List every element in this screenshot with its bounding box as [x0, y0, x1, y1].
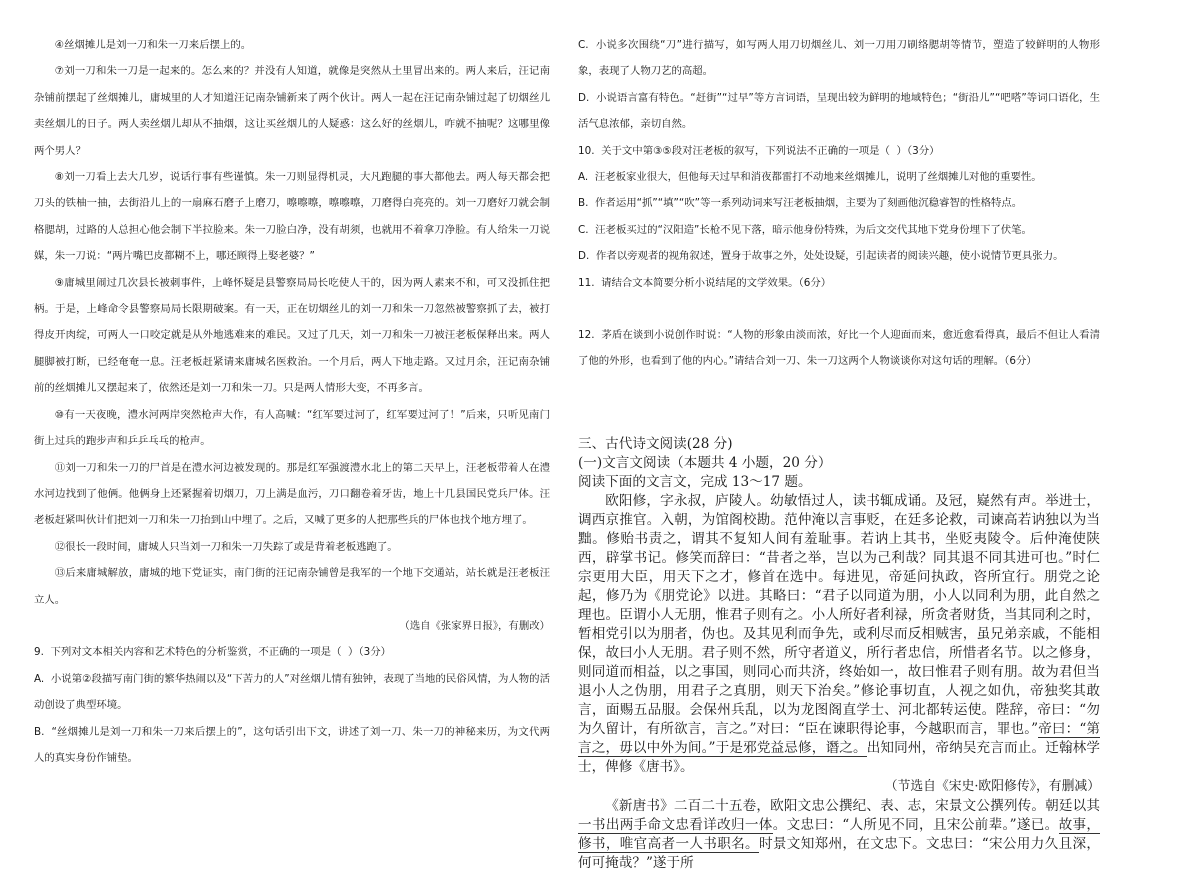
underlined-sentence: 于是邪党益忌修，谮之。 [715, 739, 867, 756]
question-10: 10. 关于文中第③⑤段对汪老板的叙写，下列说法不正确的一项是（ ）（3分） [578, 144, 940, 157]
reading-instruction: 阅读下面的文言文，完成 13～17 题。 [578, 473, 812, 490]
underlined-sentence: 帝曰：“第言之，毋以中外为间。” [578, 720, 1101, 756]
passage-text: 出知同州，帝纳吴充言而止。迁翰林学士，俾修《唐书》。 [578, 739, 1101, 775]
paragraph-7: ⑦刘一刀和朱一刀是一起来的。怎么来的？并没有人知道，就像是突然从土里冒出来的。两人来后，汪记南杂铺前摆起了丝烟摊儿，庸城里的人才知道汪记南杂铺新来了两个伙计。两人一起在汪记南杂铺过起了切烟丝儿卖丝烟儿的日子。两人卖丝烟儿却从不抽烟，这让买丝烟儿的人疑惑：这么好的丝烟儿，咋就不抽呢？这哪里像两个男人？ [34, 65, 550, 157]
answer-space [578, 375, 1100, 435]
classical-source: （节选自《宋史·欧阳修传》，有删减） [884, 778, 1100, 794]
left-column [34, 32, 550, 771]
question-12: 12. 茅盾在谈到小说创作时说：“人物的形象由淡而浓，好比一个人迎面而来，愈近愈看得真，最后不但让人看清了他的外形，也看到了他的内心。”请结合刘一刀、朱一刀这两个人物谈谈你对这句话的理解。（6分） [578, 329, 1100, 368]
classical-passage-2 [578, 797, 1100, 873]
text-source: （选自《张家界日报》，有删改） [399, 619, 550, 632]
passage-text: 欧阳修，字永叔，庐陵人。幼敏悟过人，读书辄成诵。及冠，嶷然有声。举进士，调西京推官。入朝，为馆阁校勘。范仲淹以言事贬，在廷多论救，司谏高若讷独以为当黜。修贻书责之，谓其不复知人间有羞耻事。若讷上其书，坐贬夷陵令。后仲淹使陕西，辟掌书记。修笑而辞曰：“昔者之举，岂以为己利哉？同其退不同其进可也。”时仁宗更用大臣，用天下之才，修首在选中。每进见，帝延问执政，咨所宜行。朋党之论起，修乃为《朋党论》以进。其略曰：“君子以同道为朋，小人以同利为朋，此自然之理也。臣谓小人无朋，惟君子则有之。小人所好者利禄，所贪者财货，当其同利之时，暂相党引以为朋者，伪也。及其见利而争先，或利尽而反相贼害，虽兄弟亲戚，不能相保，故曰小人无朋。君子则不然，所守者道义，所行者忠信，所惜者名节。以之修身，则同道而相益，以之事国，则同心而共济，终始如一，故曰惟君子则有朋。故为君但当退小人之伪朋，用君子之真朋，则天下治矣。”修论事切直，人视之如仇，帝独奖其敢言，面赐五品服。会保州兵乱，以为龙图阁直学士、河北都转运使。陛辞，帝曰：“勿为久留计，有所欲言，言之。”对曰：“臣在谏职得论事，今越职而言，罪也。” [578, 492, 1100, 737]
paragraph-11: ⑪刘一刀和朱一刀的尸首是在澧水河边被发现的。那是红军强渡澧水北上的第二天早上，汪老板带着人在澧水河边找到了他俩。他俩身上还紧握着切烟刀，刀上满是血污，刀口翻卷着牙齿，地上十几县国民党兵尸体。汪老板赶紧叫伙计们把刘一刀和朱一刀抬到山中埋了。之后，又喊了更多的人把那些兵的尸体也找个地方埋了。 [34, 461, 550, 527]
paragraph-9: ⑨庸城里闹过几次县长被刺事件，上峰怀疑是县警察局局长吃使人干的，因为两人素来不和，可又没抓住把柄。于是，上峰命令县警察局局长限期破案。有一天，正在切烟丝儿的刘一刀和朱一刀忽然被警察抓了去，被打得皮开肉绽，可两人一口咬定就是从外地逃难来的难民。又过了几天，刘一刀和朱一刀被汪老板保释出来。两人腿脚被打断，已经奄奄一息。汪老板赶紧请来庸城名医救治。一个月后，两人下地走路。又过月余，汪记南杂铺前的丝烟摊儿又摆起来了，依然还是刘一刀和朱一刀。只是两人情形大变，不再多言。 [34, 276, 550, 395]
paragraph-6: ④丝烟摊儿是刘一刀和朱一刀来后摆上的。 [54, 39, 252, 51]
question-9-option-d: D. 小说语言富有特色。“赶街”“过早”等方言词语，呈现出较为鲜明的地域特色；“街沿儿”“吧嗒”等词口语化，生活气息浓郁，亲切自然。 [578, 91, 1100, 131]
underlined-sentence: 一书出两手命文忠看详改归一体 [578, 816, 773, 833]
paragraph-13: ⑬后来庸城解放，庸城的地下党证实，南门街的汪记南杂铺曾是我军的一个地下交通站，站长就是汪老板汪立人。 [34, 567, 550, 606]
passage-text: 时景文知郑州，在文忠下。文忠曰：“宋公用力久且深，何可掩哉？”遂于所 [578, 835, 1101, 871]
question-11: 11. 请结合文本简要分析小说结尾的文学效果。（6分） [578, 276, 832, 289]
classical-passage-1 [578, 492, 1100, 777]
passage-text: 《新唐书》二百二十五卷，欧阳文忠公撰纪、表、志，宋景文公撰列传。朝廷以其 [605, 797, 1100, 814]
passage-text: 。文忠曰：“人所见不同，且宋公前辈。”遂已。 [772, 816, 1059, 833]
question-9: 9. 下列对文本相关内容和艺术特色的分析鉴赏，不正确的一项是（ ）（3分） [34, 646, 392, 659]
question-9-option-b: B. “丝烟摊儿是刘一刀和朱一刀来后摆上的”，这句话引出下文，讲述了刘一刀、朱一刀的神秘来历，为文代两人的真实身份作铺垫。 [34, 725, 550, 764]
paragraph-12: ⑫很长一段时间，庸城人只当刘一刀和朱一刀失踪了或是背着老板逃跑了。 [54, 540, 398, 553]
section-heading: 三、古代诗文阅读(28 分) [578, 435, 733, 452]
question-10-option-b: B. 作者运用“抓”“填”“吹”等一系列动词来写汪老板抽烟，主要为了刻画他沉稳睿智的性格特点。 [578, 197, 1023, 210]
right-column [578, 32, 1100, 873]
question-10-option-d: D. 作者以旁观者的视角叙述，置身于故事之外，处处设疑，引起读者的阅读兴趣，使小说情节更具张力。 [578, 250, 1064, 263]
subsection-heading: (一)文言文阅读（本题共 4 小题，20 分） [578, 454, 832, 471]
paragraph-8: ⑧刘一刀看上去大几岁，说话行事有些谨慎。朱一刀则显得机灵，大凡跑腿的事大都他去。两人每天都会把刀头的铁柚一抽，去街沿儿上的一扇麻石磨子上磨刀，嚓嚓嚓，嚓嚓嚓，刀磨得白亮亮的。刘一刀磨好刀就会制格腮胡，过路的人总担心他会制下半拉脸来。朱一刀脸白净，没有胡须，也就用不着拿刀净脸。有人给朱一刀说媒，朱一刀说：“两片嘴巴皮都糊不上，哪还顾得上娶老婆？” [34, 171, 550, 263]
paragraph-10: ⑩有一天夜晚，澧水河两岸突然枪声大作，有人高喊：“红军要过河了，红军要过河了！”后来，只听见南门街上过兵的跑步声和乒乒乓乓的枪声。 [34, 408, 550, 448]
classical-chinese-section [578, 435, 1100, 873]
question-10-option-a: A. 汪老板家业很大，但他每天过早和消夜都雷打不动地来丝烟摊儿，说明了丝烟摊儿对他的重要性。 [578, 171, 1042, 184]
question-9-option-a: A. 小说第②段描写南门街的繁华热闹以及“下苦力的人”对丝烟儿情有独钟，表现了当地的民俗风情，为人物的活动创设了典型环境。 [34, 672, 550, 712]
question-9-option-c: C. 小说多次围绕“刀”进行描写，如写两人用刀切烟丝儿、刘一刀用刀刷络腮胡等情节，塑造了较鲜明的人物形象，表现了人物刀艺的高超。 [578, 39, 1100, 78]
question-10-option-c: C. 汪老板买过的“汉阳造”长枪不见下落，暗示他身份特殊，为后文交代其地下党身份埋下了伏笔。 [578, 223, 1032, 236]
underlined-sentence: 故事，修书，唯官高者一人书职名。 [578, 816, 1101, 852]
answer-space [578, 296, 1100, 322]
